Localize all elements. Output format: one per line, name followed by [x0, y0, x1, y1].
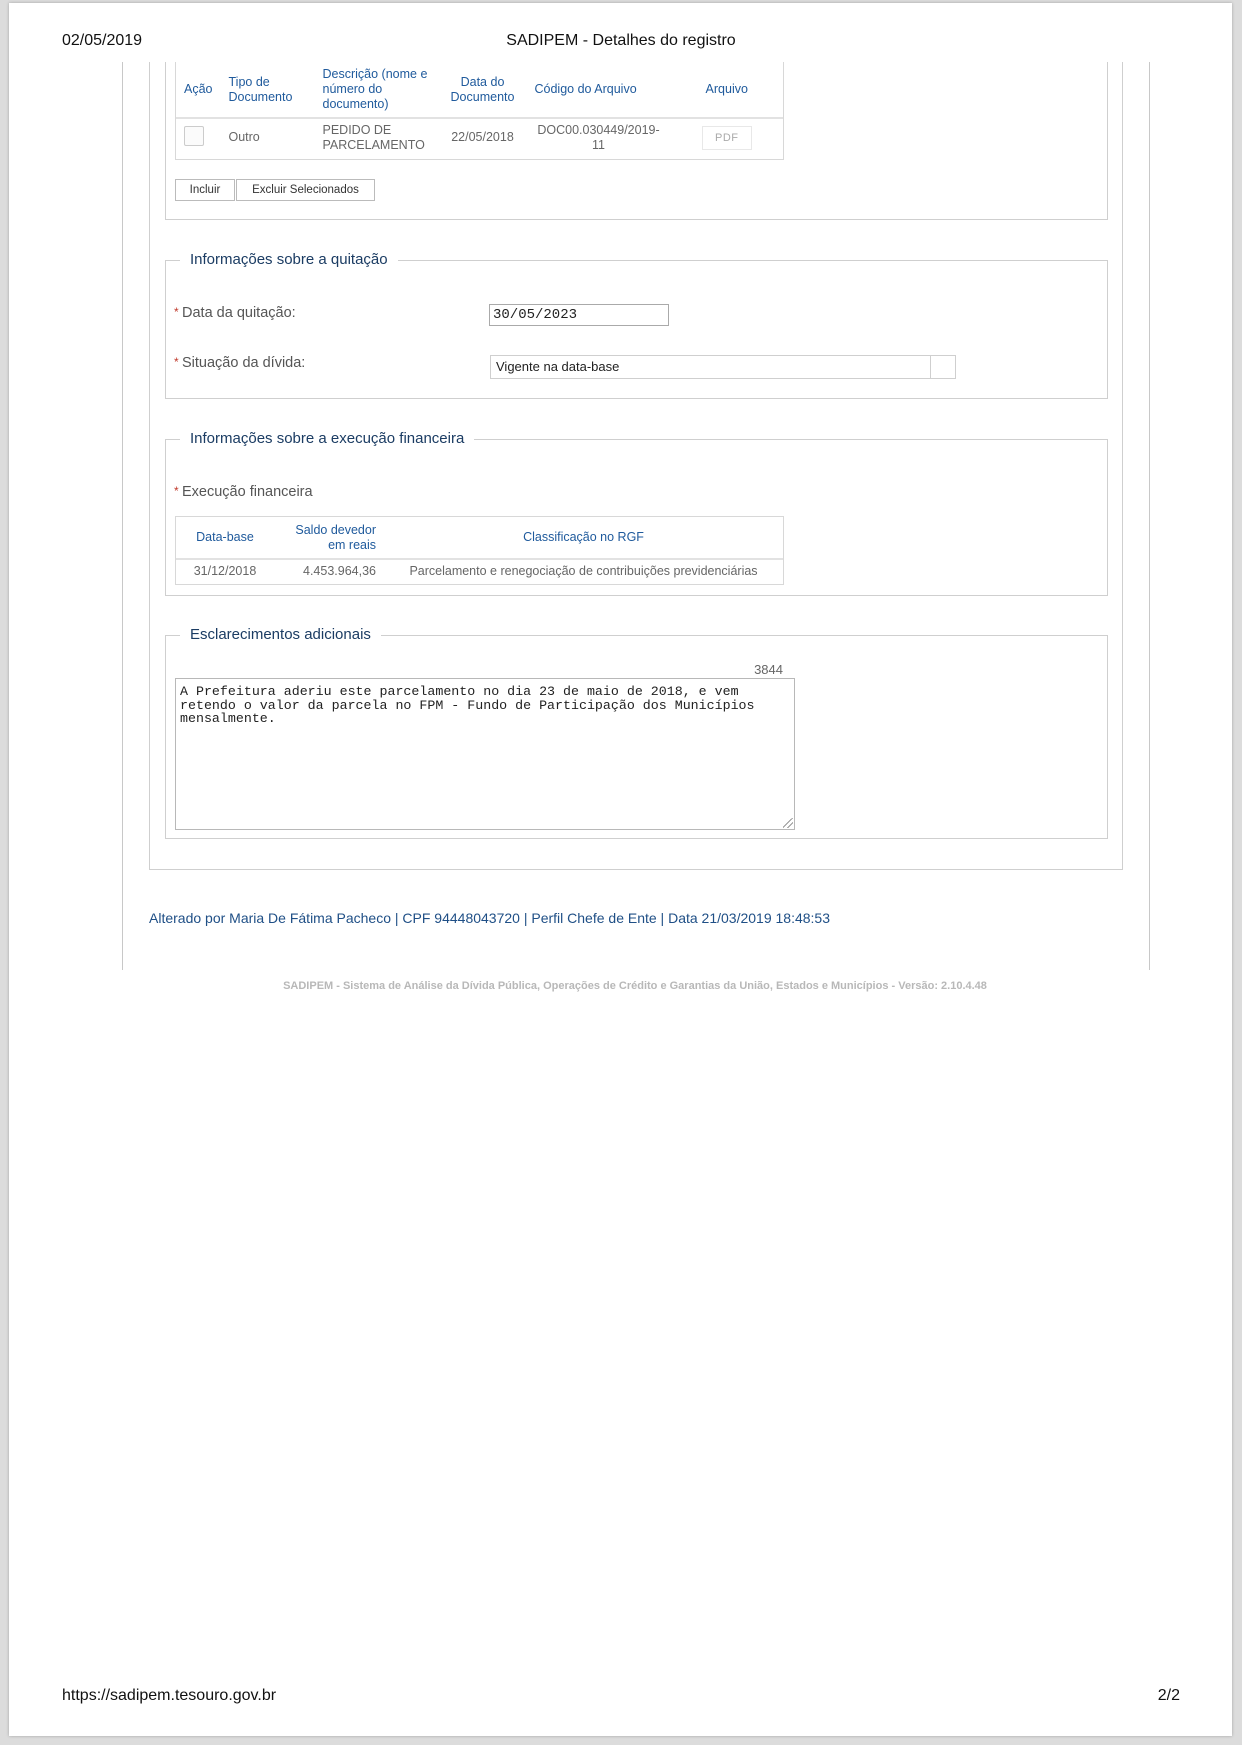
esclarecimentos-textarea[interactable]: A Prefeitura aderiu este parcelamento no dia 23 de maio de 2018, e vem retendo o valor da parcela no FPM - Fundo de Participação dos Municípios mensalmente. [175, 678, 795, 830]
col-classificacao: Classificação no RGF [523, 530, 644, 544]
required-mark: * [174, 355, 179, 369]
print-page-number: 2/2 [1157, 1687, 1180, 1704]
col-saldo: Saldo devedor em reais [295, 522, 376, 552]
col-data-base: Data-base [196, 530, 254, 544]
cell-descricao: PEDIDO DE PARCELAMENTO [315, 118, 439, 156]
table-row [176, 118, 783, 156]
documents-table [176, 62, 783, 156]
row-select-cell [176, 118, 221, 156]
col-acao: Ação [184, 82, 213, 96]
row-select-checkbox[interactable] [184, 126, 204, 146]
page-frame-right [1149, 62, 1150, 970]
char-counter: 3844 [754, 662, 783, 677]
cell-data-base: 31/12/2018 [176, 559, 274, 583]
execucao-financeira-label: Execução financeira [182, 484, 313, 500]
col-codigo: Código do Arquivo [534, 82, 637, 96]
col-descricao: Descrição (nome e número do documento) [322, 67, 428, 111]
resize-handle-icon[interactable] [783, 818, 793, 828]
col-data: Data do Documento [450, 74, 515, 104]
cell-data: 22/05/2018 [439, 118, 527, 156]
table-row [176, 559, 783, 583]
cell-codigo: DOC00.030449/2019- 11 [527, 118, 671, 156]
execucao-table [176, 517, 783, 583]
print-title: SADIPEM - Detalhes do registro [506, 32, 736, 49]
incluir-button[interactable]: Incluir [175, 179, 235, 201]
cell-classificacao: Parcelamento e renegociação de contribuições previdenciárias [384, 559, 783, 583]
execucao-legend: Informações sobre a execução financeira [180, 430, 474, 447]
cell-tipo: Outro [221, 118, 315, 156]
print-url: https://sadipem.tesouro.gov.br [62, 1687, 277, 1704]
print-date: 02/05/2019 [62, 32, 143, 49]
quitacao-legend: Informações sobre a quitação [180, 251, 398, 268]
required-mark: * [174, 305, 179, 319]
system-footer: SADIPEM - Sistema de Análise da Dívida Pública, Operações de Crédito e Garantias da União, Estados e Municípios - Versão: 2.10.4.48 [283, 980, 987, 992]
cell-saldo: 4.453.964,36 [274, 559, 384, 583]
situacao-divida-dropdown-button[interactable] [930, 355, 956, 379]
esclarecimentos-legend: Esclarecimentos adicionais [180, 626, 381, 643]
situacao-divida-select[interactable]: Vigente na data-base [490, 355, 931, 379]
data-quitacao-label: Data da quitação: [182, 305, 296, 321]
page-frame-left [122, 62, 123, 970]
cell-arquivo [671, 118, 784, 156]
pdf-download-button[interactable]: PDF [702, 126, 752, 150]
audit-info: Alterado por Maria De Fátima Pacheco | CPF 94448043720 | Perfil Chefe de Ente | Data 21/03/2019 18:48:53 [149, 910, 830, 926]
col-tipo: Tipo de Documento [228, 74, 293, 104]
situacao-divida-label: Situação da dívida: [182, 355, 306, 371]
data-quitacao-input[interactable]: 30/05/2023 [489, 304, 669, 326]
required-mark: * [174, 484, 179, 498]
col-arquivo: Arquivo [705, 82, 748, 96]
excluir-selecionados-button[interactable]: Excluir Selecionados [236, 179, 375, 201]
